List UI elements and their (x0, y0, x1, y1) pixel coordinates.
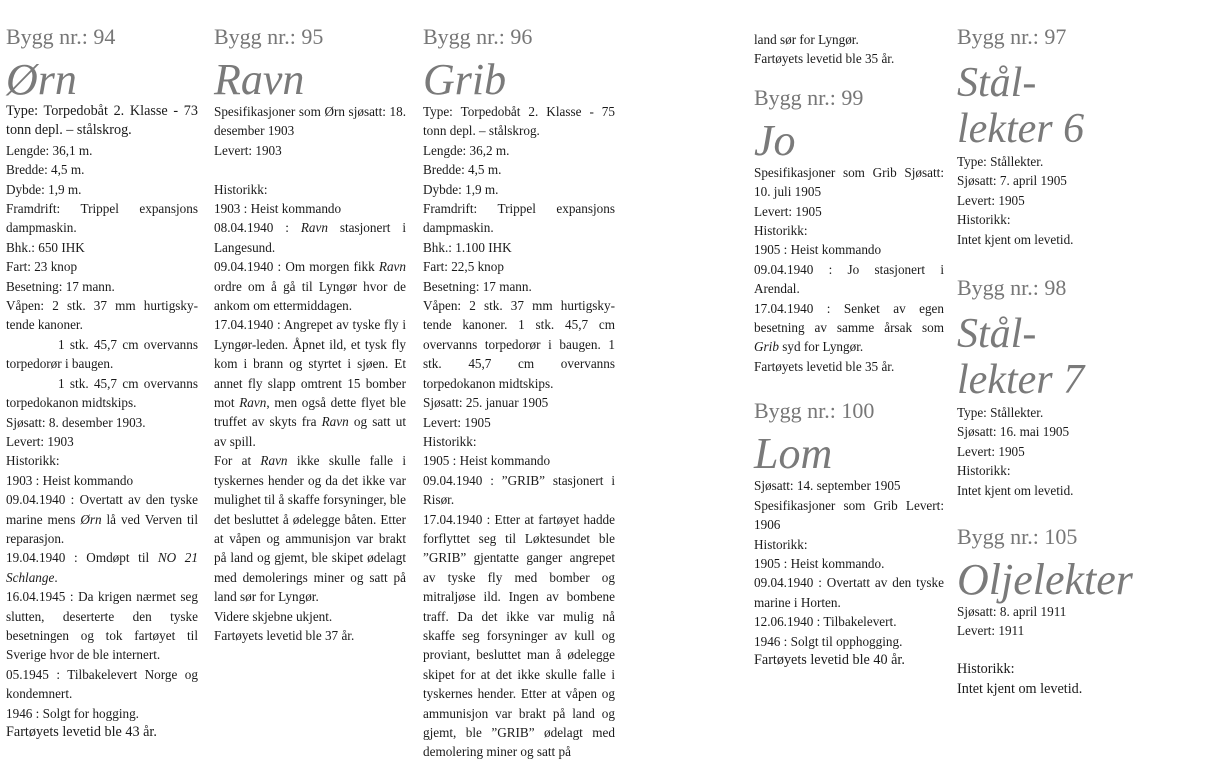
text-paragraph: Våpen: 2 stk. 37 mm hurtigsky-tende kanoner. 1 stk. 45,7 cm overvanns torpedorør i baugen. 1 stk. 45,7 cm overvanns torpedokanon midtskips. (423, 298, 615, 391)
column-bygg-97-98-105 (957, 22, 1149, 699)
text-paragraph: Historikk: (6, 453, 60, 469)
text-paragraph: 12.06.1940 : Tilbakelevert. (754, 614, 897, 630)
vessel-text (423, 102, 615, 762)
text-paragraph: 08.04.1940 : Ravn stasjonert i Langesund. (214, 220, 406, 255)
text-paragraph: Dybde: 1,9 m. (6, 181, 82, 197)
text-paragraph: Sjøsatt: 8. april 1911 (957, 604, 1067, 620)
text-paragraph: 17.04.1940 : Senket av egen besetning av samme årsak som Grib syd for Lyngør. (754, 300, 944, 355)
text-paragraph: Bhk.: 650 IHK (6, 239, 85, 255)
text-paragraph: Intet kjent om levetid. (957, 231, 1074, 247)
vessel-name: Grib (423, 55, 507, 104)
text-paragraph: Fartøyets levetid ble 43 år. (6, 724, 157, 740)
text-paragraph: 05.1945 : Tilbakelevert Norge og kondemnert. (6, 666, 198, 702)
text-paragraph: 1 stk. 45,7 cm overvanns torpedokanon midtskips. (6, 375, 198, 411)
text-paragraph: Type: Stållekter. (957, 154, 1044, 169)
bygg-number: Bygg nr.: 100 (754, 398, 875, 424)
text-paragraph: 1905 : Heist kommando (754, 242, 882, 258)
text-paragraph: 1903 : Heist kommando (214, 201, 342, 217)
vessel-name (957, 60, 1149, 152)
text-paragraph: 09.04.1940 : ”GRIB” stasjonert i Risør. (423, 472, 615, 508)
text-paragraph: Fartøyets levetid ble 35 år. (754, 358, 895, 374)
vessel-text (957, 152, 1149, 249)
text-paragraph: Levert: 1905 (957, 192, 1025, 208)
vessel-name: Ørn (6, 55, 77, 104)
bygg-number: Bygg nr.: 95 (214, 24, 324, 49)
text-paragraph: 09.04.1940 : Om morgen fikk Ravn ordre om å gå til Lyngør hvor de ankom om ettermiddagen. (214, 259, 406, 314)
text-paragraph: 17.04.1940 : Angrepet av tyske fly i Lyngør-leden. Åpnet ild, et tysk fly kom i brann og styrtet i sjøen. Et annet fly slapp omtrent 15 bomber mot Ravn, men også dette flyet ble truffet av skyts fra Ravn og satt ut av spill. (214, 317, 406, 449)
text-paragraph: Historikk: (957, 661, 1015, 678)
text-paragraph: Historikk: (957, 463, 1011, 479)
text-paragraph: Bredde: 4,5 m. (6, 162, 85, 178)
text-paragraph: Spesifikasjoner som Ørn sjøsatt: 18. desember 1903 (214, 104, 406, 139)
column-bygg-99-100 (754, 30, 944, 670)
continued-text (754, 30, 944, 69)
vessel-text (957, 602, 1149, 699)
vessel-name: Ravn (214, 55, 305, 104)
blank-line (214, 160, 406, 179)
text-paragraph: Sjøsatt: 25. januar 1905 (423, 395, 549, 411)
bygg-number: Bygg nr.: 96 (423, 24, 533, 49)
text-paragraph: Fart: 22,5 knop (423, 259, 504, 275)
text-paragraph: For at Ravn ikke skulle falle i tyskernes hender og da det ikke var mulighet til å skaffe forsyninger, ble det besluttet å ødelegge båten. Etter at våpen og ammunisjon var brakt på land og gjemt, ble skipet ødelagt med demolerings miner og satt på land sør for Lyngør. (214, 453, 406, 605)
vessel-name-line2: lekter 7 (957, 357, 1085, 404)
text-paragraph: Bhk.: 1.100 IHK (423, 239, 512, 255)
text-paragraph: 19.04.1940 : Omdøpt til NO 21 Schlange. (6, 550, 198, 585)
column-bygg-94 (6, 22, 198, 742)
text-paragraph: Besetning: 17 mann. (423, 278, 532, 294)
vessel-name-line2: lekter 6 (957, 106, 1085, 152)
text-paragraph: Framdrift: Trippel expansjons dampmaskin. (423, 201, 615, 236)
text-paragraph: Historikk: (214, 181, 268, 197)
text-paragraph: 1905 : Heist kommando. (754, 555, 885, 571)
vessel-text (6, 102, 198, 742)
text-paragraph: Type: Stållekter. (957, 405, 1044, 421)
text-paragraph: Type: Torpedobåt 2. Klasse - 75 tonn depl. – stålskrog. (423, 104, 615, 139)
text-paragraph: Historikk: (754, 223, 808, 239)
text-paragraph: land sør for Lyngør. (754, 32, 859, 47)
text-paragraph: Videre skjebne ukjent. (214, 608, 333, 624)
text-paragraph: Levert: 1905 (957, 443, 1025, 459)
blank-line (957, 641, 1149, 660)
text-paragraph: Bredde: 4,5 m. (423, 162, 502, 178)
bygg-number: Bygg nr.: 99 (754, 84, 864, 110)
text-paragraph: Framdrift: Trippel expansjons dampmaskin. (6, 201, 198, 236)
text-paragraph: 09.04.1940 : Overtatt av den tyske marine i Horten. (754, 575, 944, 610)
bygg-number: Bygg nr.: 98 (957, 275, 1067, 301)
text-paragraph: Historikk: (754, 536, 808, 552)
vessel-text (957, 403, 1149, 500)
text-paragraph: Intet kjent om levetid. (957, 482, 1074, 498)
text-paragraph: Historikk: (957, 212, 1011, 228)
vessel-name: Jo (754, 115, 796, 165)
text-paragraph: 1 stk. 45,7 cm overvanns torpedorør i baugen. (6, 336, 198, 372)
bygg-number: Bygg nr.: 105 (957, 524, 1078, 550)
vessel-text (214, 102, 406, 645)
bygg-number: Bygg nr.: 97 (957, 24, 1067, 49)
text-paragraph: Dybde: 1,9 m. (423, 181, 499, 197)
text-paragraph: 17.04.1940 : Etter at fartøyet hadde forflyttet seg til Løktesundet ble ”GRIB” gjentatte ganger angrepet av tyske fly med bomber og mitraljøse ild. Ingen av bombene traff. Da det ikke var mulig nå skaffe seg forsyninger av kull og proviant, besluttet man å ødelegge skipet for at det ikke skulle falle i tyskernes hender. Etter at våpen og ammunisjon var brakt på land og gjemt, ble ”GRIB” ødelagt med demolering miner og satt på (423, 511, 615, 760)
text-paragraph: Våpen: 2 stk. 37 mm hurtigsky-tende kanoner. (6, 298, 198, 333)
column-bygg-96 (423, 22, 615, 762)
text-paragraph: Intet kjent om levetid. (957, 680, 1083, 697)
text-paragraph: 09.04.1940 : Overtatt av den tyske marine mens Ørn lå ved Verven til reparasjon. (6, 492, 198, 546)
text-paragraph: Sjøsatt: 7. april 1905 (957, 173, 1067, 189)
text-paragraph: Levert: 1905 (423, 414, 491, 430)
text-paragraph: 1946 : Solgt til opphogging. (754, 633, 903, 649)
text-paragraph: 1946 : Solgt for hogging. (6, 705, 139, 721)
text-paragraph: Historikk: (423, 433, 477, 449)
text-paragraph: Sjøsatt: 16. mai 1905 (957, 424, 1070, 440)
vessel-text (754, 476, 944, 670)
text-paragraph: Sjøsatt: 14. september 1905 (754, 478, 901, 494)
text-paragraph: 1905 : Heist kommando (423, 453, 551, 469)
column-bygg-95 (214, 22, 406, 645)
text-paragraph: Spesifikasjoner som Grib Levert: 1906 (754, 497, 944, 533)
text-paragraph: Fartøyets levetid ble 37 år. (214, 627, 355, 643)
text-paragraph: Besetning: 17 mann. (6, 278, 115, 294)
vessel-text (754, 163, 944, 376)
text-paragraph: Levert: 1911 (957, 623, 1025, 639)
text-paragraph: 16.04.1945 : Da krigen nærmet seg slutten, deserterte den tyske besetningen og tok fartøyet til Sverige hvor de ble internert. (6, 589, 198, 663)
vessel-name-line1: Stål- (957, 60, 1037, 106)
text-paragraph: 09.04.1940 : Jo stasjonert i Arendal. (754, 261, 944, 297)
vessel-name-line1: Stål- (957, 311, 1037, 358)
text-paragraph: Fartøyets levetid ble 40 år. (754, 651, 905, 668)
text-paragraph: Levert: 1903 (6, 433, 74, 449)
text-paragraph: Lengde: 36,2 m. (423, 142, 510, 158)
vessel-name: Lom (754, 429, 833, 479)
text-paragraph: Lengde: 36,1 m. (6, 142, 93, 158)
text-paragraph: 1903 : Heist kommando (6, 472, 134, 488)
text-paragraph: Levert: 1905 (754, 203, 822, 219)
bygg-number: Bygg nr.: 94 (6, 24, 116, 49)
text-paragraph: Levert: 1903 (214, 142, 282, 158)
text-paragraph: Type: Torpedobåt 2. Klasse - 73 tonn depl. – stålskrog. (6, 103, 198, 139)
text-paragraph: Fartøyets levetid ble 35 år. (754, 51, 895, 67)
text-paragraph: Sjøsatt: 8. desember 1903. (6, 414, 146, 430)
vessel-name (957, 311, 1149, 403)
text-paragraph: Spesifikasjoner som Grib Sjøsatt: 10. juli 1905 (754, 164, 944, 200)
text-paragraph: Fart: 23 knop (6, 259, 78, 275)
vessel-name: Oljelekter (957, 555, 1133, 605)
